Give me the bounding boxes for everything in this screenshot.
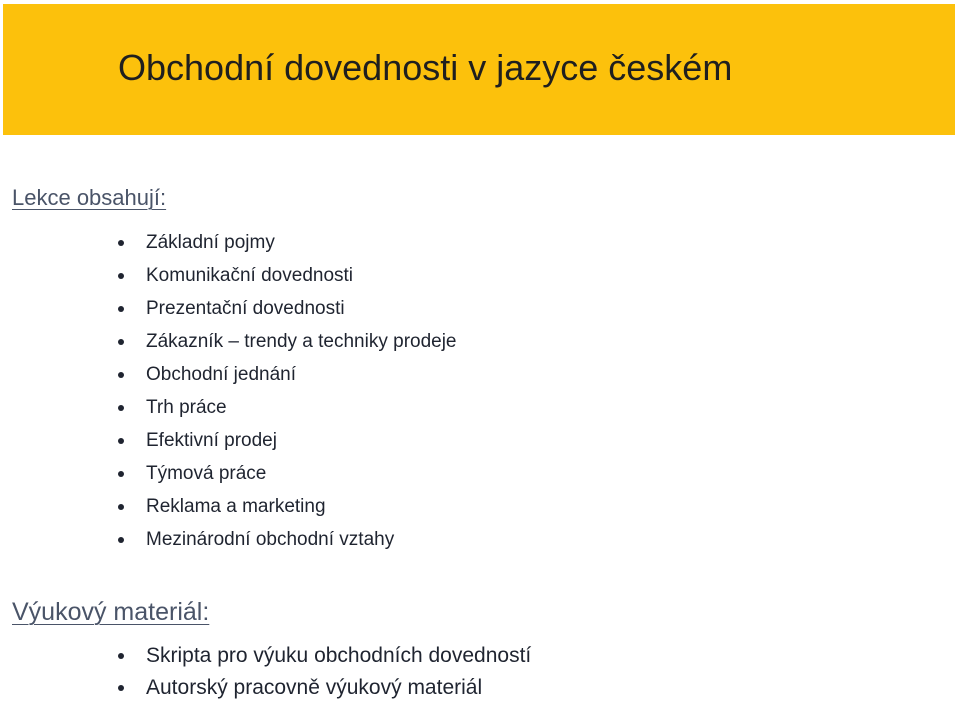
bullet-icon	[118, 438, 124, 444]
bullet-icon	[118, 372, 124, 378]
lesson-item	[114, 259, 457, 292]
lessons-list	[114, 226, 457, 556]
bullet-icon	[118, 537, 124, 543]
bullet-icon	[118, 339, 124, 345]
lesson-item	[114, 424, 457, 457]
lessons-heading: Lekce obsahují:	[12, 185, 167, 210]
lesson-item	[114, 325, 457, 358]
lesson-item	[114, 490, 457, 523]
bullet-icon	[118, 685, 124, 691]
lesson-item-label: Obchodní jednání	[146, 364, 297, 385]
material-item-label: Skripta pro výuku obchodních dovedností	[146, 644, 532, 667]
lesson-item-label: Mezinárodní obchodní vztahy	[146, 529, 395, 550]
bullet-icon	[118, 471, 124, 477]
material-item	[114, 640, 531, 672]
lesson-item-label: Prezentační dovednosti	[146, 298, 345, 319]
lesson-item-label: Týmová práce	[146, 463, 267, 484]
material-item	[114, 672, 531, 703]
lesson-item	[114, 292, 457, 325]
lesson-item-label: Zákazník – trendy a techniky prodeje	[146, 331, 457, 352]
bullet-icon	[118, 653, 124, 659]
lesson-item-label: Reklama a marketing	[146, 496, 326, 517]
lesson-item	[114, 226, 457, 259]
material-list	[114, 640, 531, 703]
bullet-icon	[118, 405, 124, 411]
lesson-item-label: Efektivní prodej	[146, 430, 277, 451]
lesson-item-label: Komunikační dovednosti	[146, 265, 354, 286]
lesson-item	[114, 523, 457, 556]
lesson-item-label: Trh práce	[146, 397, 227, 418]
bullet-icon	[118, 240, 124, 246]
lesson-item	[114, 391, 457, 424]
lesson-item	[114, 457, 457, 490]
slide-title: Obchodní dovednosti v jazyce českém	[118, 47, 733, 88]
material-item-label: Autorský pracovně výukový materiál	[146, 676, 483, 699]
lesson-item-label: Základní pojmy	[146, 232, 275, 253]
bullet-icon	[118, 273, 124, 279]
material-heading: Výukový materiál:	[12, 598, 210, 626]
lesson-item	[114, 358, 457, 391]
bullet-icon	[118, 504, 124, 510]
bullet-icon	[118, 306, 124, 312]
